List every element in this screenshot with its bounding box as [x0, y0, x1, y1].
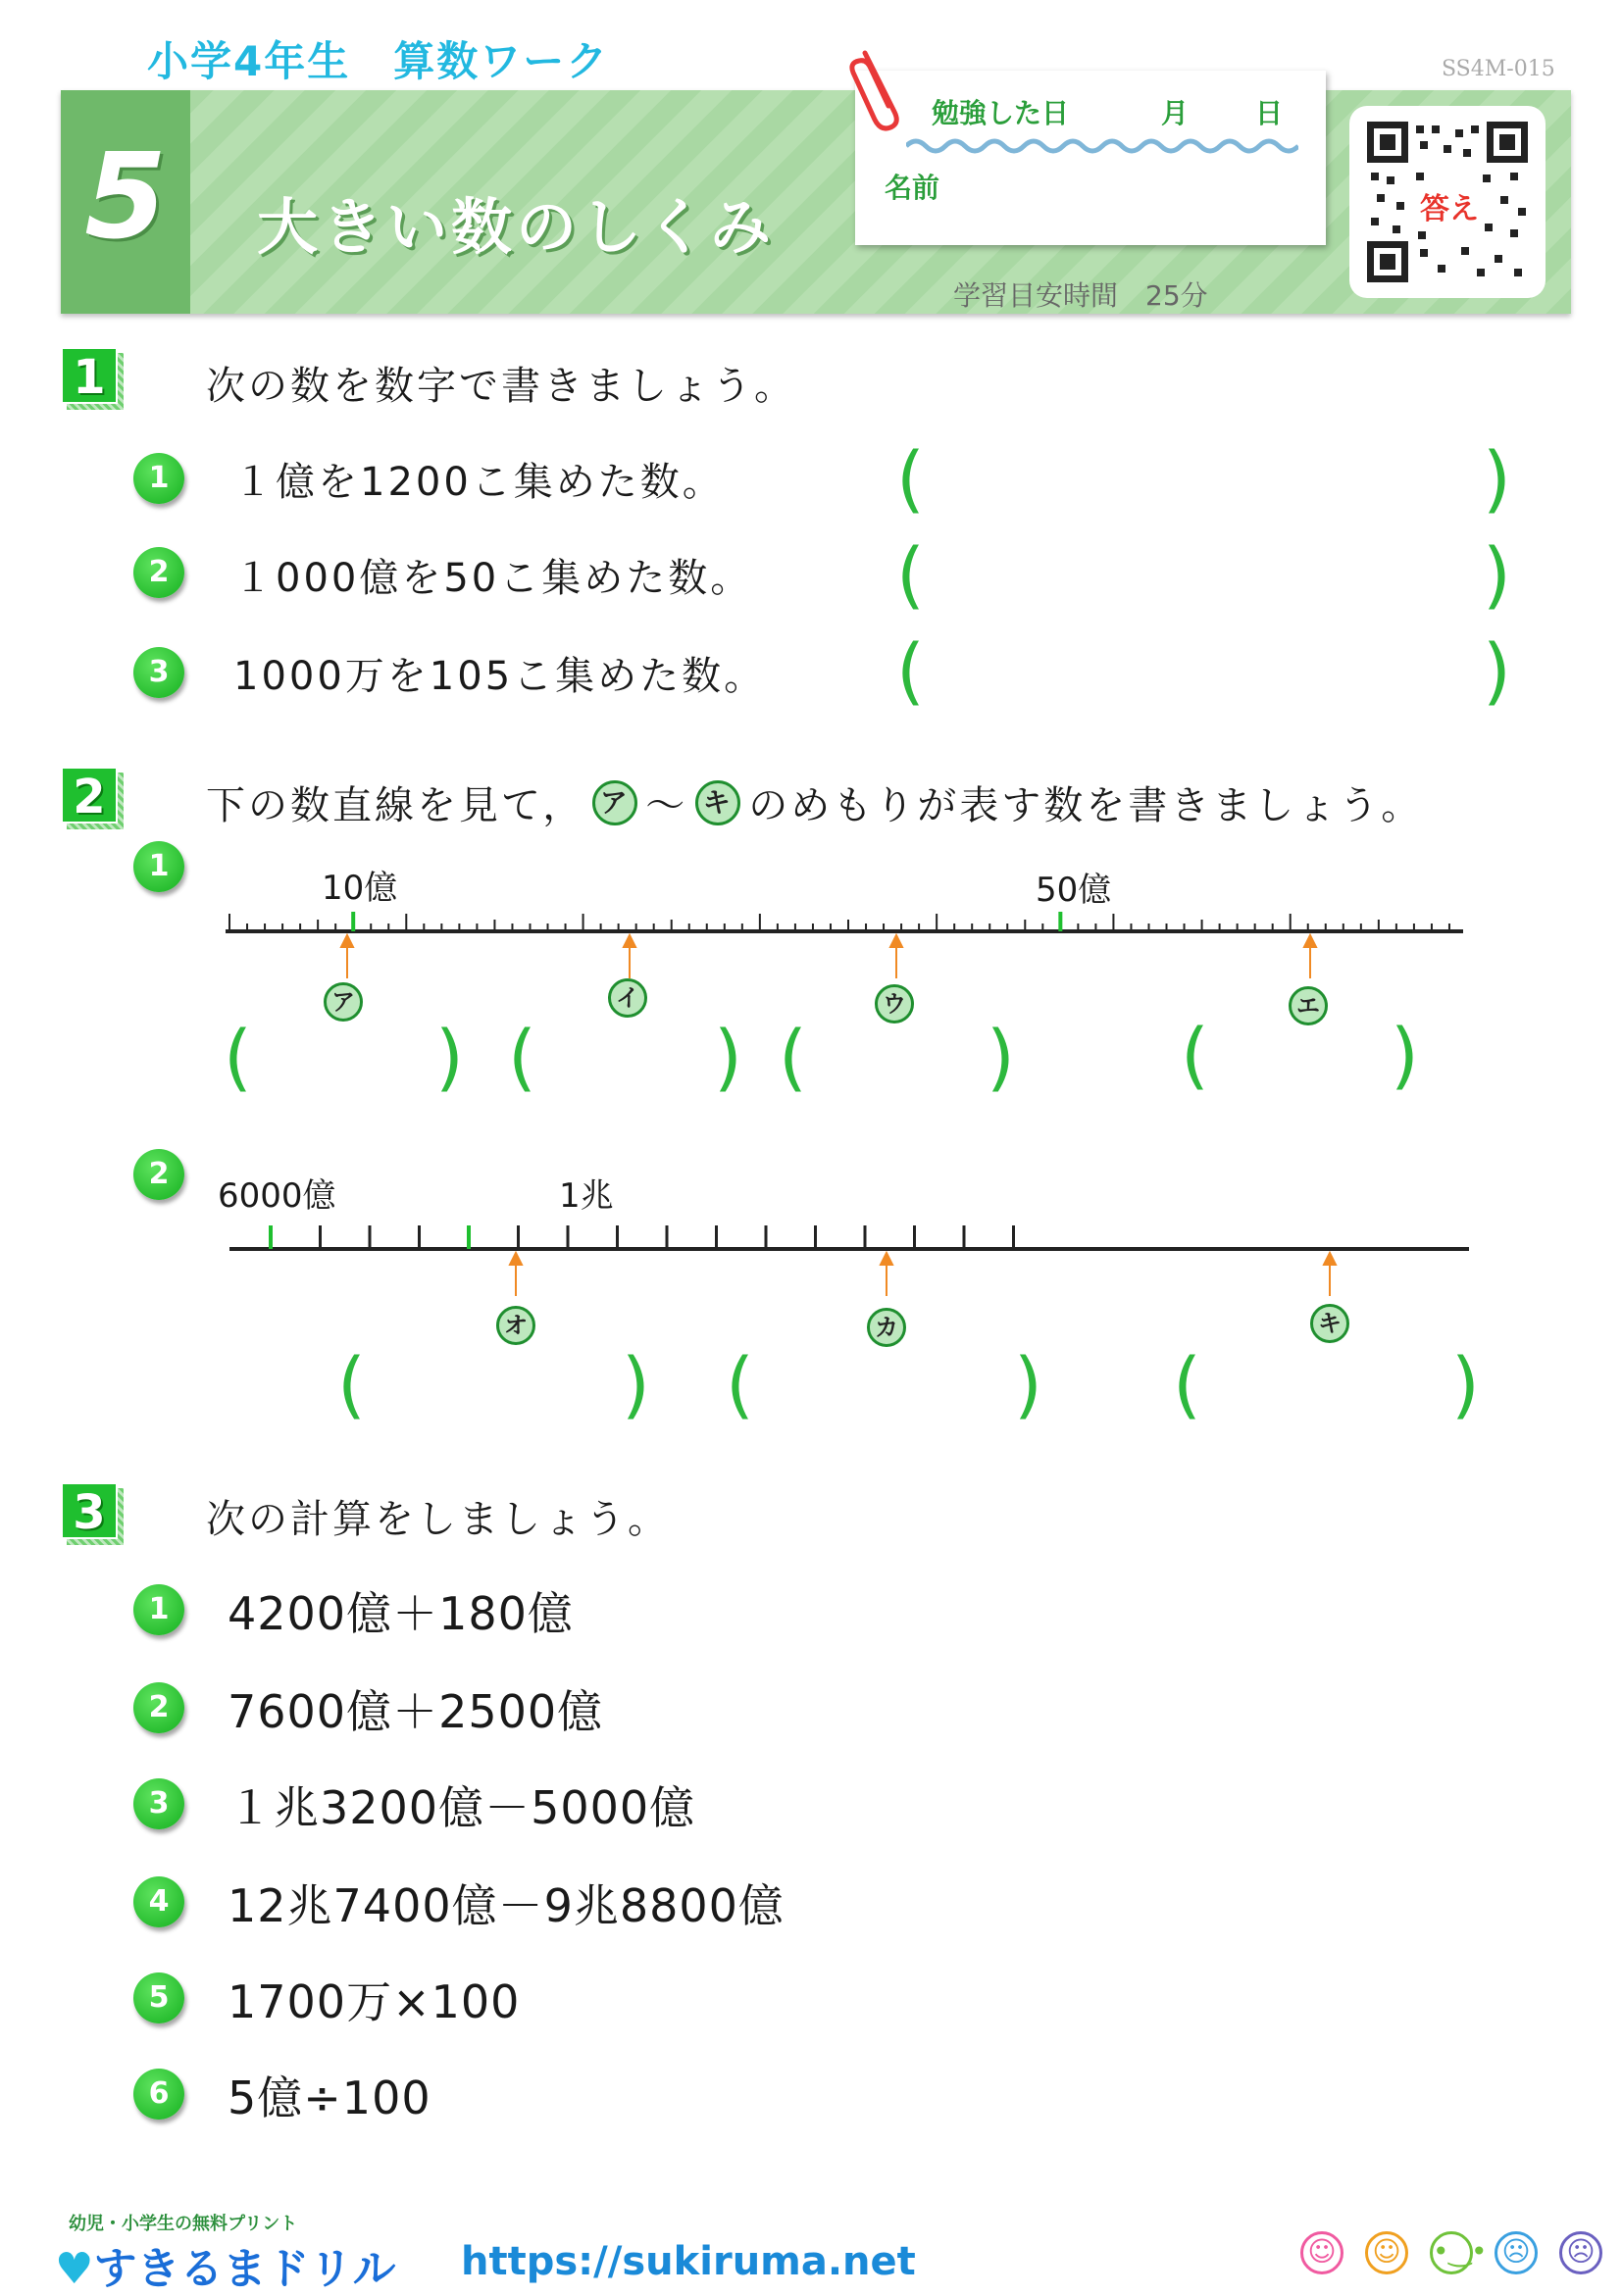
s1-item-3-number: 3: [133, 647, 184, 698]
line2-o-close: ): [622, 1343, 650, 1427]
s3-item-6-number: 6: [133, 2069, 184, 2120]
tag-ki: キ: [1310, 1304, 1349, 1343]
series-title: 小学4年生 算数ワーク: [147, 37, 610, 85]
unit-number: 5: [84, 129, 167, 266]
page-title: 大きい数のしくみ: [257, 191, 776, 263]
name-label: 名前: [885, 172, 940, 204]
s2-line-1-number: 1: [133, 841, 184, 892]
worksheet-code: SS4M-015: [1442, 57, 1555, 81]
number-line-2: [229, 1212, 1471, 1320]
number-line-1: [226, 902, 1465, 1020]
day-label: 日: [1255, 97, 1284, 129]
s1-item-1-open-paren: (: [896, 437, 925, 522]
s1-item-1-text: １億を1200こ集めた数。: [233, 460, 725, 505]
s3-item-5-expression: 1700万×100: [228, 1975, 521, 2028]
line2-label-1cho: 1兆: [559, 1176, 614, 1216]
sad-face-icon: ☹: [1495, 2231, 1538, 2274]
s3-item-1-number: 1: [133, 1584, 184, 1635]
very-sad-face-icon: ☹: [1559, 2231, 1602, 2274]
line1-u-close: ): [987, 1016, 1015, 1100]
s1-item-2-number: 2: [133, 547, 184, 598]
tag-o: オ: [496, 1306, 535, 1345]
month-label: 月: [1161, 97, 1190, 129]
tag-start: ア: [592, 780, 637, 825]
tag-a: ア: [324, 982, 363, 1022]
neutral-face-icon: •‿•: [1430, 2231, 1473, 2274]
section-3-number: 3: [61, 1482, 120, 1541]
line1-u-open: (: [779, 1016, 807, 1100]
line1-label-10oku: 10億: [322, 869, 398, 908]
tag-end: キ: [695, 780, 740, 825]
tag-i: イ: [608, 978, 647, 1018]
section-1-number: 1: [61, 347, 120, 406]
line2-ka-open: (: [726, 1343, 754, 1427]
happy-face-icon: ☺: [1365, 2231, 1408, 2274]
s1-item-2-open-paren: (: [896, 533, 925, 618]
line1-i-open: (: [508, 1016, 536, 1100]
line1-a-open: (: [224, 1016, 252, 1100]
line1-a-close: ): [435, 1016, 464, 1100]
section-3-instruction: 次の計算をしましょう。: [206, 1497, 670, 1542]
s3-item-2-expression: 7600億＋2500億: [228, 1685, 604, 1738]
footer-logo-text: すきるまドリル: [93, 2244, 396, 2294]
footer-tagline: 幼児・小学生の無料プリント: [69, 2214, 298, 2234]
s1-item-1-close-paren: ): [1483, 437, 1511, 522]
tag-ka: カ: [867, 1308, 906, 1347]
study-time: 学習目安時間 25分: [953, 279, 1208, 312]
unit-number-box: [61, 90, 190, 314]
instruction-prefix: 下の数直線を見て，: [206, 783, 585, 828]
wavy-line: [906, 131, 1298, 161]
line2-ka-close: ): [1014, 1343, 1042, 1427]
s1-item-3-close-paren: ): [1483, 629, 1511, 714]
tag-e: エ: [1289, 986, 1328, 1025]
s1-item-2-close-paren: ): [1483, 533, 1511, 618]
line1-e-open: (: [1181, 1014, 1209, 1098]
s1-item-1-number: 1: [133, 453, 184, 504]
answer-label: 答え: [1416, 184, 1483, 227]
study-date-label: 勉強した日: [932, 97, 1070, 129]
section-2-number: 2: [61, 767, 120, 825]
s2-line-2-number: 2: [133, 1149, 184, 1200]
very-happy-face-icon: ☺: [1300, 2231, 1343, 2274]
heart-icon: ♥: [55, 2244, 94, 2294]
line1-e-close: ): [1391, 1014, 1419, 1098]
line2-o-open: (: [337, 1343, 366, 1427]
s3-item-4-number: 4: [133, 1876, 184, 1927]
s3-item-5-number: 5: [133, 1972, 184, 2023]
line1-label-50oku: 50億: [1036, 871, 1112, 910]
s1-item-2-text: １000億を50こ集めた数。: [233, 556, 753, 601]
footer-url-link[interactable]: https://sukiruma.net: [461, 2239, 916, 2284]
name-date-card: [855, 71, 1326, 245]
s1-item-3-open-paren: (: [896, 629, 925, 714]
instruction-suffix: のめもりが表す数を書きましょう。: [748, 783, 1424, 828]
tag-u: ウ: [875, 984, 914, 1023]
answer-qr-code[interactable]: [1349, 106, 1546, 298]
footer-logo[interactable]: [55, 2233, 395, 2296]
s3-item-4-expression: 12兆7400億－9兆8800億: [228, 1879, 785, 1932]
s3-item-6-expression: 5億÷100: [228, 2071, 431, 2124]
s3-item-3-number: 3: [133, 1778, 184, 1829]
line1-i-close: ): [714, 1016, 742, 1100]
paperclip-icon: [845, 43, 914, 131]
section-2-instruction: [206, 774, 1423, 830]
s3-item-1-expression: 4200億＋180億: [228, 1587, 574, 1640]
section-1-instruction: 次の数を数字で書きましょう。: [206, 364, 796, 409]
s3-item-2-number: 2: [133, 1682, 184, 1733]
instruction-tilde: ～: [645, 783, 688, 828]
line2-ki-open: (: [1173, 1343, 1201, 1427]
line2-label-6000oku: 6000億: [218, 1176, 336, 1216]
s1-item-3-text: 1000万を105こ集めた数。: [233, 654, 767, 699]
s3-item-3-expression: １兆3200億－5000億: [228, 1781, 696, 1834]
line2-ki-close: ): [1451, 1343, 1480, 1427]
